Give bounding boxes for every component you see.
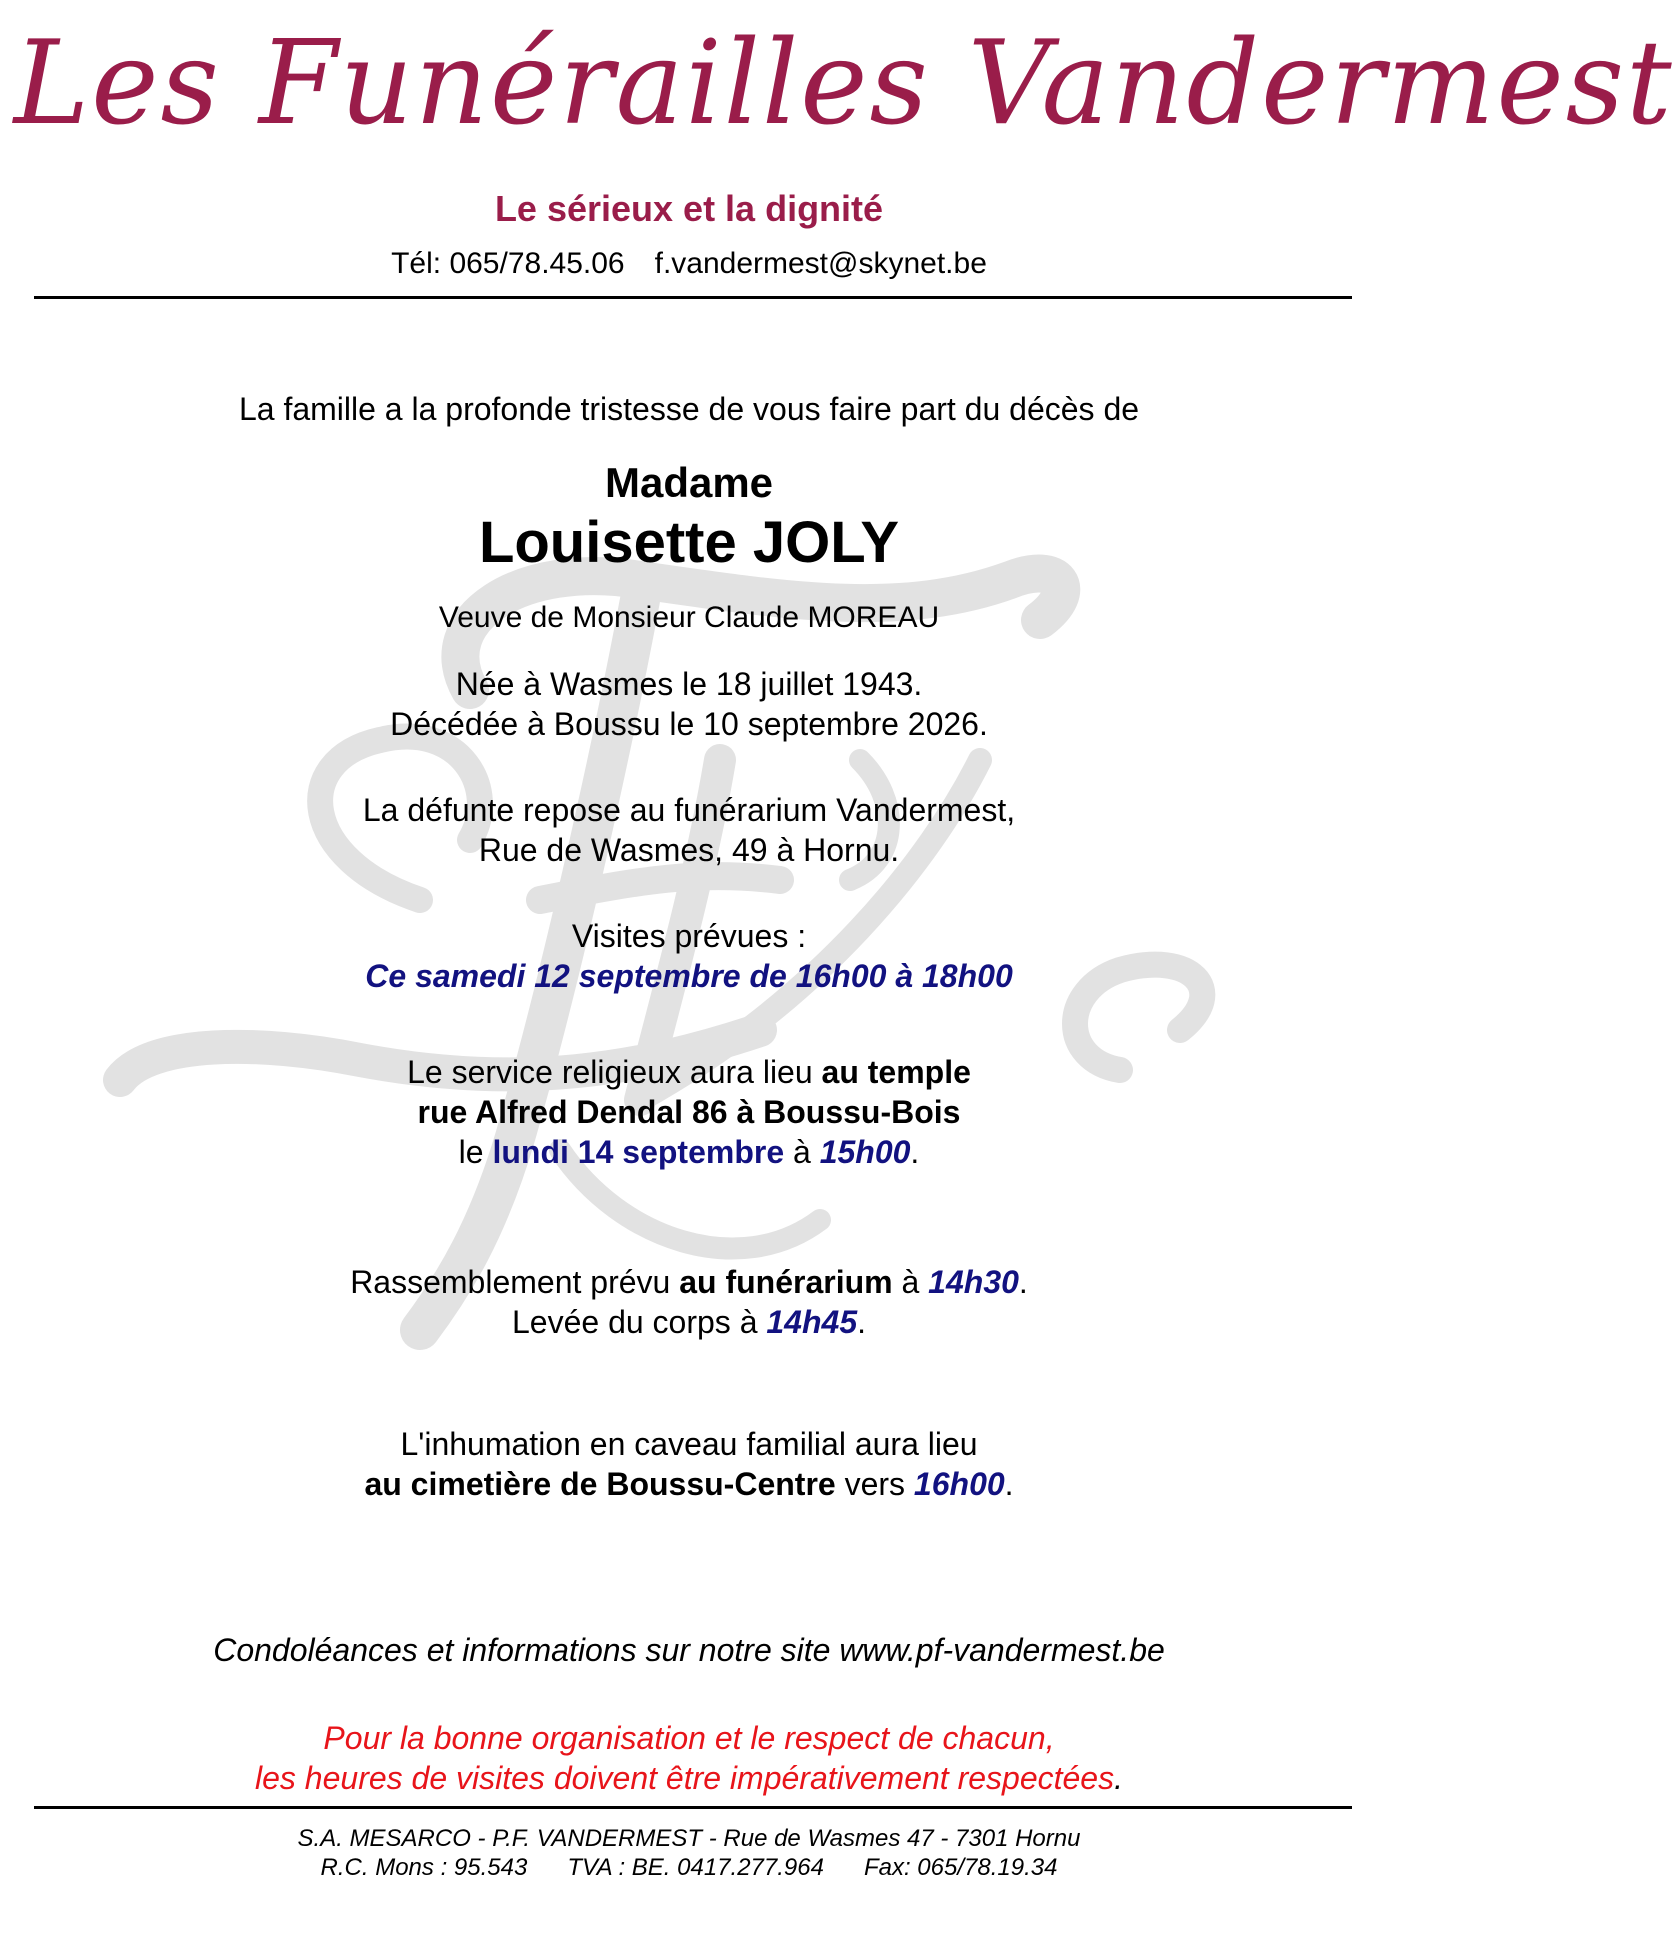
levee-time: 14h45 bbox=[766, 1304, 858, 1340]
burial-block bbox=[0, 1424, 1378, 1504]
service-time: 15h00 bbox=[819, 1134, 911, 1170]
service-place: au temple bbox=[821, 1054, 971, 1090]
service-line-3: le lundi 14 septembre à 15h00. bbox=[458, 1134, 920, 1170]
tagline: Le sérieux et la dignité bbox=[494, 188, 884, 229]
death-line: Décédée à Boussu le 10 septembre 2026. bbox=[390, 706, 988, 742]
deceased-name: Louisette JOLY bbox=[478, 510, 900, 575]
burial-line-2: au cimetière de Boussu-Centre vers 16h00. bbox=[364, 1466, 1014, 1502]
service-line-1: Le service religieux aura lieu au temple bbox=[407, 1054, 971, 1090]
condolences-line: Condoléances et informations sur notre site www.pf-vandermest.be bbox=[213, 1632, 1165, 1668]
rest-line-2: Rue de Wasmes, 49 à Hornu. bbox=[478, 832, 900, 868]
intro-text: La famille a la profonde tristesse de vous faire part du décès de bbox=[238, 391, 1140, 427]
notice-block bbox=[0, 1718, 1378, 1798]
service-block bbox=[0, 1052, 1378, 1172]
honorific: Madame bbox=[604, 459, 774, 506]
birth-death-block bbox=[0, 664, 1378, 744]
phone: Tél: 065/78.45.06 bbox=[391, 247, 625, 280]
gathering-time: 14h30 bbox=[928, 1264, 1019, 1300]
burial-place: au cimetière de Boussu-Centre bbox=[364, 1466, 836, 1502]
gathering-block bbox=[0, 1262, 1378, 1342]
footer-registration: R.C. Mons : 95.543 TVA : BE. 0417.277.964 Fax: 065/78.19.34 bbox=[320, 1854, 1058, 1881]
gathering-place: au funérarium bbox=[679, 1264, 893, 1300]
visits-block bbox=[0, 916, 1378, 996]
notice-line-1: Pour la bonne organisation et le respect de chacun, bbox=[323, 1720, 1055, 1756]
rest-line-1: La défunte repose au funérarium Vandermest, bbox=[362, 792, 1016, 828]
service-date: lundi 14 septembre bbox=[492, 1134, 785, 1170]
contact-line bbox=[0, 246, 1378, 282]
birth-line: Née à Wasmes le 18 juillet 1943. bbox=[455, 666, 923, 702]
notice-line-2: les heures de visites doivent être impérativement respectées. bbox=[255, 1760, 1123, 1796]
footer-divider bbox=[34, 1806, 1352, 1809]
levee-line: Levée du corps à 14h45. bbox=[511, 1304, 866, 1340]
burial-time: 16h00 bbox=[913, 1466, 1005, 1502]
footer bbox=[0, 1824, 1378, 1882]
brand-title: Les Funérailles Vandermest bbox=[13, 16, 1674, 151]
service-address: rue Alfred Dendal 86 à Boussu-Bois bbox=[417, 1094, 961, 1130]
visits-label: Visites prévues : bbox=[571, 918, 807, 954]
visits-schedule: Ce samedi 12 septembre de 16h00 à 18h00 bbox=[365, 958, 1013, 994]
header-divider bbox=[34, 296, 1352, 299]
email: f.vandermest@skynet.be bbox=[654, 247, 987, 280]
burial-line-1: L'inhumation en caveau familial aura lieu bbox=[400, 1426, 978, 1462]
gathering-line: Rassemblement prévu au funérarium à 14h30. bbox=[350, 1264, 1028, 1300]
footer-company: S.A. MESARCO - P.F. VANDERMEST - Rue de Wasmes 47 - 7301 Hornu bbox=[297, 1825, 1081, 1852]
widow-line: Veuve de Monsieur Claude MOREAU bbox=[438, 601, 940, 634]
rest-block bbox=[0, 790, 1378, 870]
